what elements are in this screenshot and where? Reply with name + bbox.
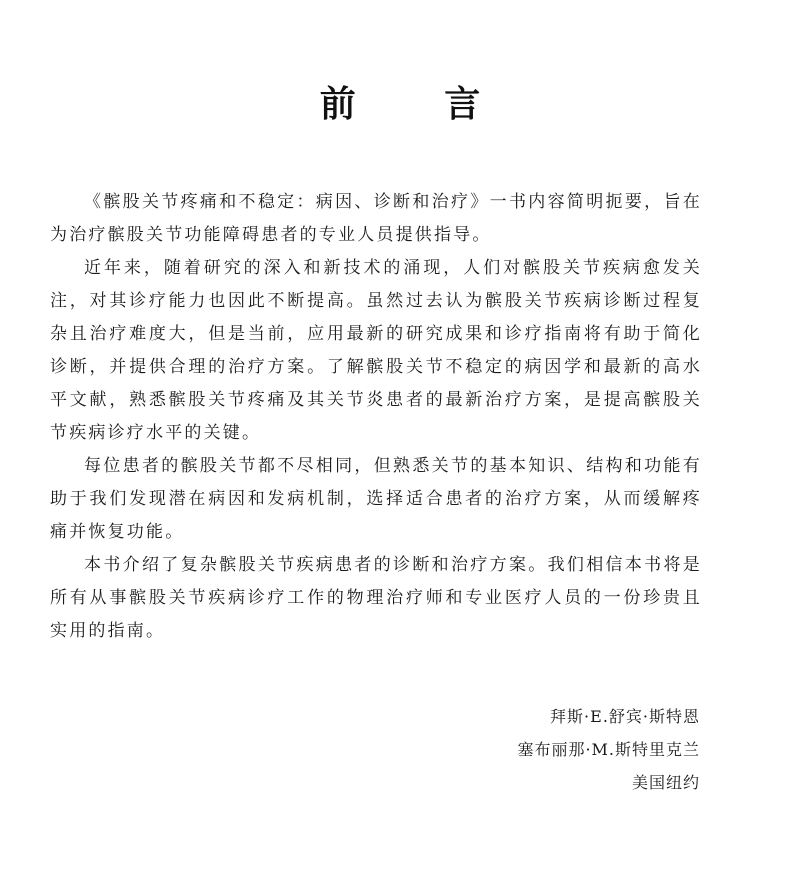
paragraph-3: 每位患者的髌股关节都不尽相同，但熟悉关节的基本知识、结构和功能有助于我们发现潜在病因和发病机制，选择适合患者的治疗方案，从而缓解疼痛并恢复功能。 xyxy=(50,456,702,542)
author-name-1: 拜斯·E.舒宾·斯特恩 xyxy=(550,707,700,726)
page-title: 前 言 xyxy=(319,84,519,125)
paragraph-2: 近年来，随着研究的深入和新技术的涌现，人们对髌股关节疾病愈发关注，对其诊疗能力也因此不断提高。虽然过去认为髌股关节疾病诊断过程复杂且治疗难度大，但是当前，应用最新的研究成果和诊疗指南将有助于简化诊断，并提供合理的治疗方案。了解髌股关节不稳定的病因学和最新的高水平文献，熟悉髌股关节疼痛及其关节炎患者的最新治疗方案，是提高髌股关节疾病诊疗水平的关键。 xyxy=(50,258,702,443)
paragraph-4: 本书介绍了复杂髌股关节疾病患者的诊断和治疗方案。我们相信本书将是所有从事髌股关节疾病诊疗工作的物理治疗师和专业医疗人员的一份珍贵且实用的指南。 xyxy=(50,555,702,641)
signature-block xyxy=(517,700,700,799)
preface-body xyxy=(50,186,702,648)
author-name-2: 塞布丽那·M.斯特里克兰 xyxy=(517,740,700,759)
paragraph-1: 《髌股关节疼痛和不稳定：病因、诊断和治疗》一书内容简明扼要，旨在为治疗髌股关节功能障碍患者的专业人员提供指导。 xyxy=(50,192,702,245)
signature-location: 美国纽约 xyxy=(631,773,700,792)
